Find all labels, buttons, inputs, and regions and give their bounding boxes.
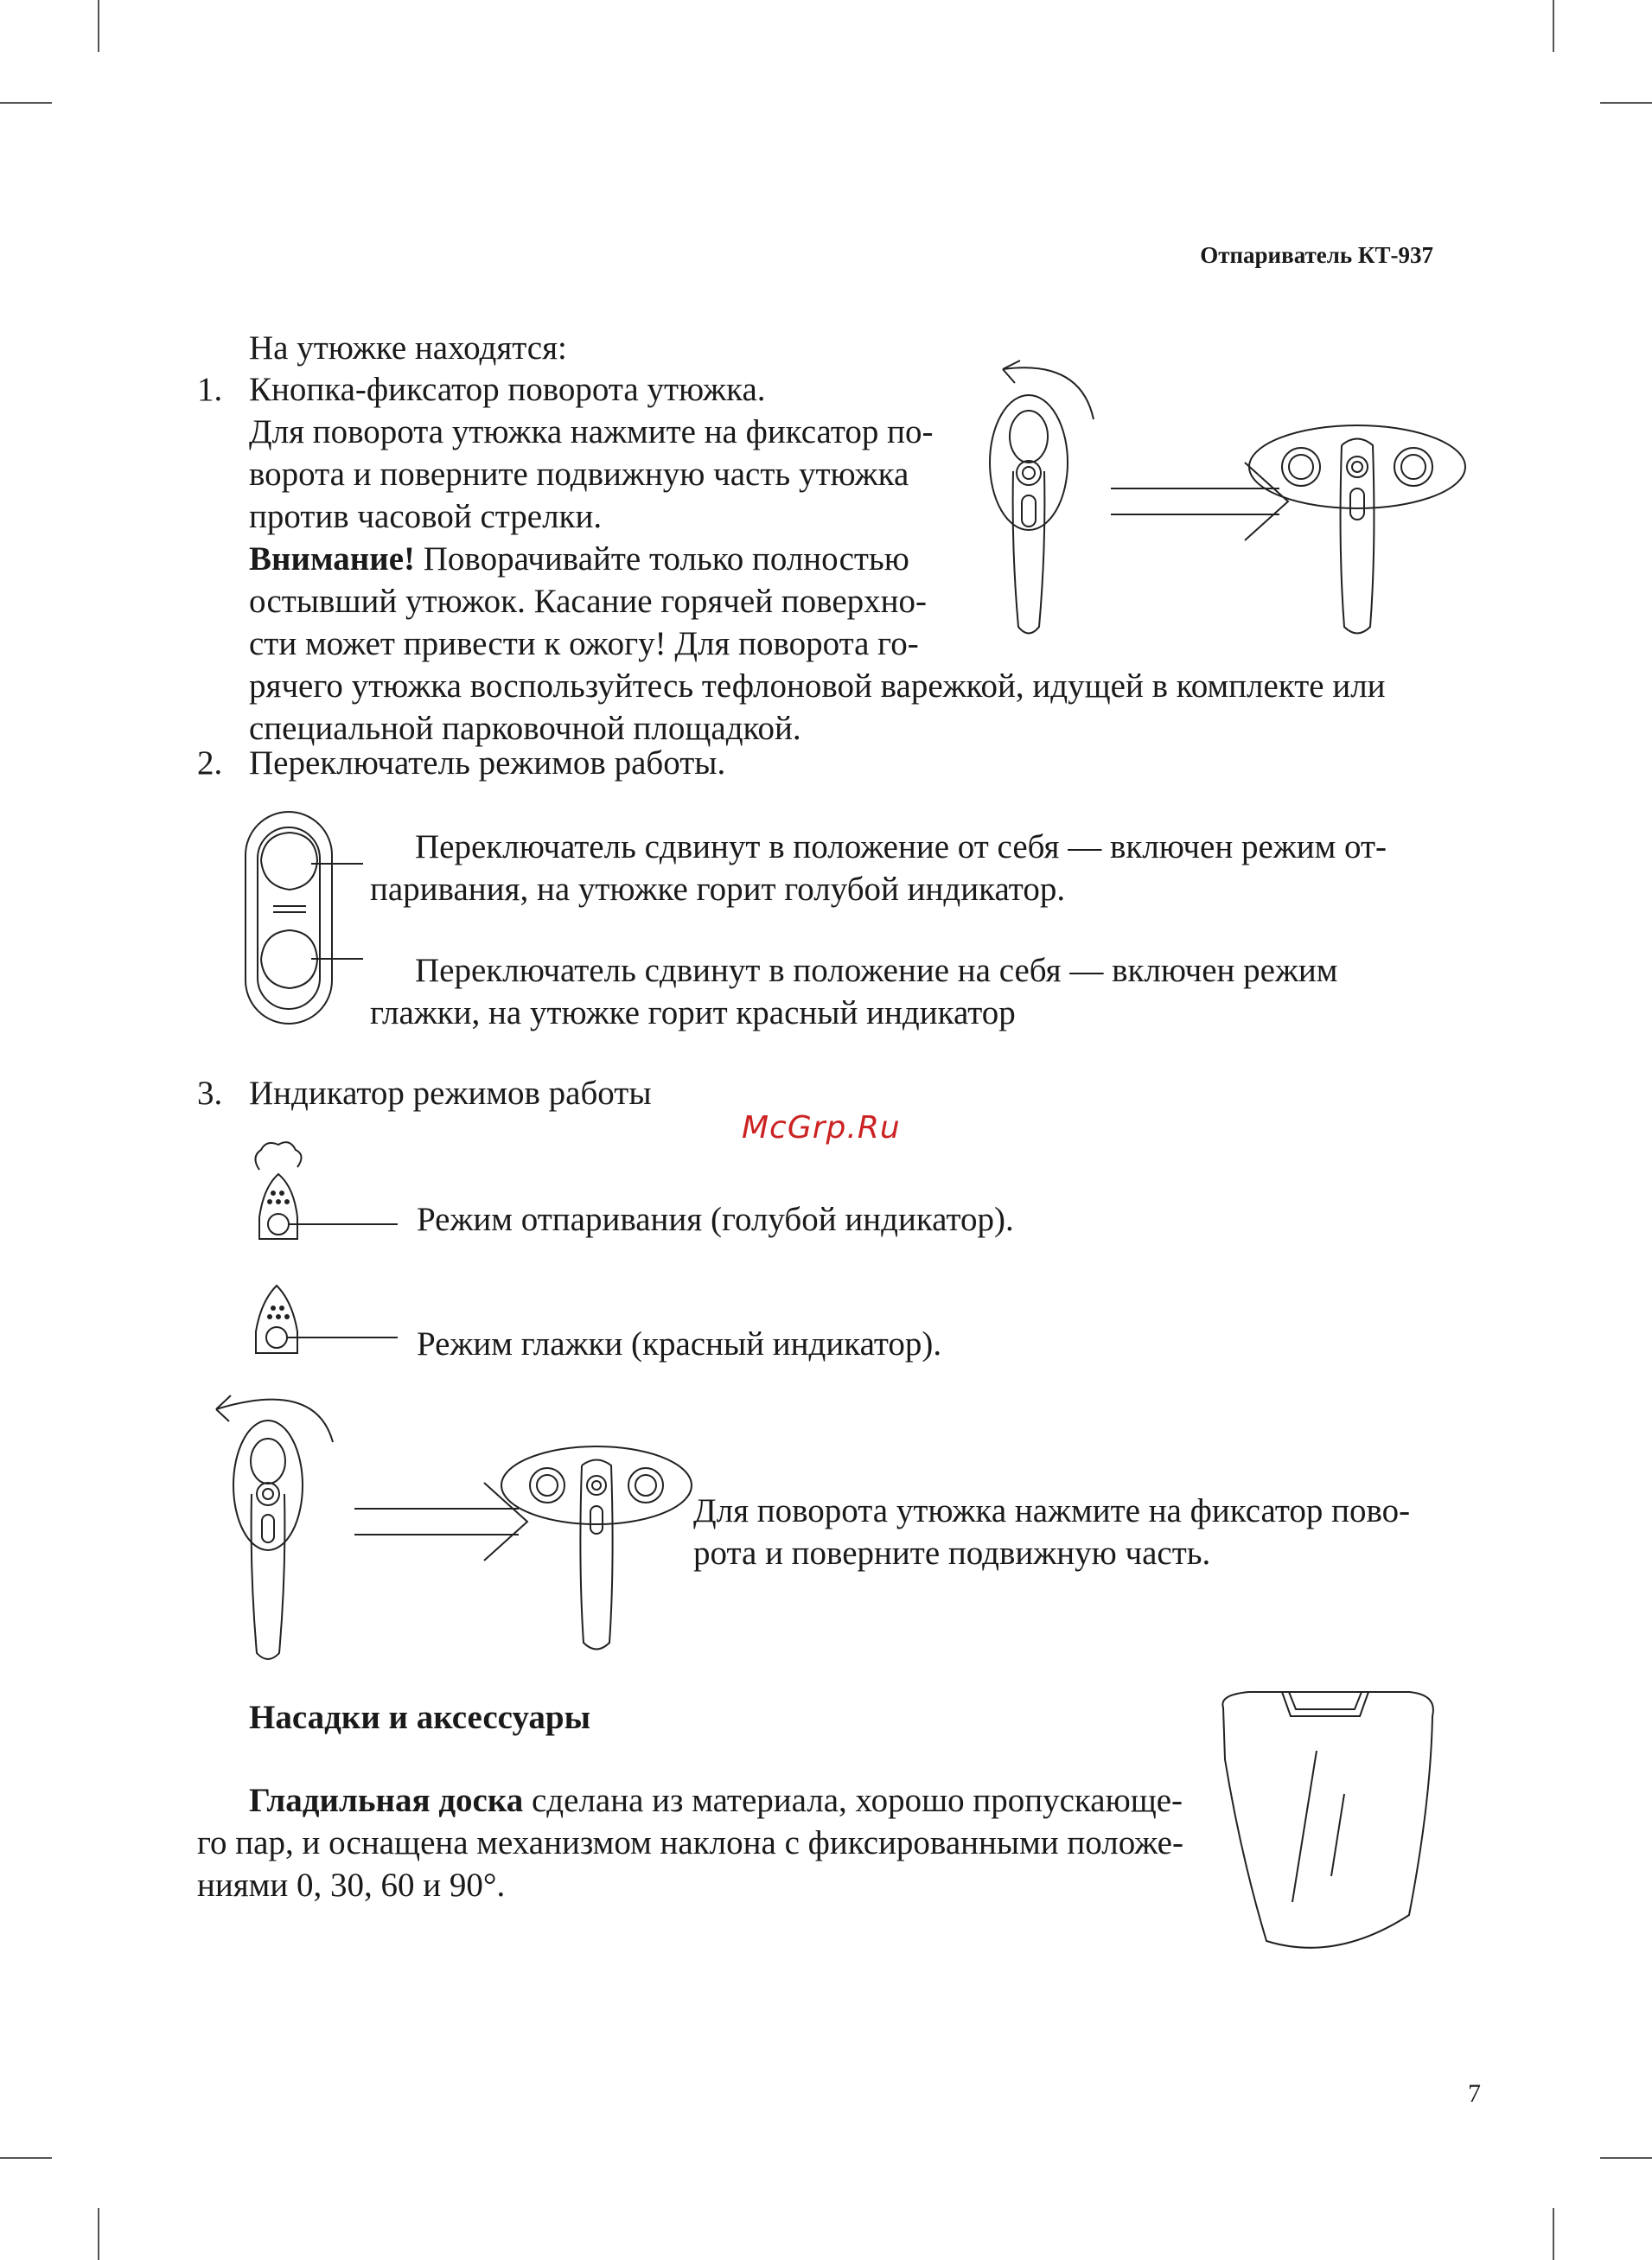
iron-mode-label: Режим глажки (красный индикатор). xyxy=(417,1325,942,1363)
intro-text: На утюжке находятся: xyxy=(249,329,567,367)
crop-mark xyxy=(0,2157,52,2159)
board-text: ниями 0, 30, 60 и 90°. xyxy=(197,1867,506,1904)
warning-text: специальной парковочной площадкой. xyxy=(249,710,801,747)
ironing-board-illustration xyxy=(1215,1682,1444,1967)
mode-switch-illustration xyxy=(242,808,372,1029)
section-heading: Насадки и аксессуары xyxy=(249,1699,591,1736)
crop-mark xyxy=(1553,0,1554,52)
crop-mark xyxy=(1600,2157,1652,2159)
iron-rotation-illustration-2 xyxy=(195,1383,679,1660)
switch-steam-text: паривания, на утюжке горит голубой индикатор. xyxy=(370,871,1066,908)
item1-text: ворота и поверните подвижную часть утюжка xyxy=(249,456,909,493)
item1-title: Кнопка-фиксатор поворота утюжка. xyxy=(249,371,766,408)
crop-mark xyxy=(0,102,52,104)
board-label: Гладильная доска xyxy=(249,1782,524,1819)
warning-text: Внимание! Поворачивайте только полностью xyxy=(249,540,909,578)
warning-text: рячего утюжка воспользуйтесь тефлоновой варежкой, идущей в комплекте или xyxy=(249,667,1386,705)
iron-mode-icon xyxy=(242,1275,406,1362)
crop-mark xyxy=(98,2208,99,2260)
item1-text: Для поворота утюжка нажмите на фиксатор по- xyxy=(249,413,934,450)
warning-label: Внимание! xyxy=(249,540,415,578)
running-header: Отпариватель КТ-937 xyxy=(1200,242,1433,268)
steam-mode-label: Режим отпаривания (голубой индикатор). xyxy=(417,1201,1014,1238)
board-text: Гладильная доска сделана из материала, хорошо пропускающе- xyxy=(249,1782,1183,1819)
item-number: 2. xyxy=(197,744,223,782)
switch-iron-text: Переключатель сдвинут в положение на себя — включен режим xyxy=(415,952,1338,989)
crop-mark xyxy=(1600,102,1652,104)
switch-iron-text: глажки, на утюжке горит красный индикатор xyxy=(370,994,1016,1031)
item-number: 1. xyxy=(197,371,223,408)
board-text: го пар, и оснащена механизмом наклона с фиксированными положе- xyxy=(197,1824,1183,1861)
crop-mark xyxy=(1553,2208,1554,2260)
rotate-caption: рота и поверните подвижную часть. xyxy=(693,1535,1211,1572)
item-number: 3. xyxy=(197,1075,223,1112)
item2-title: Переключатель режимов работы. xyxy=(249,744,726,782)
iron-rotation-illustration xyxy=(951,350,1496,640)
crop-mark xyxy=(98,0,99,52)
switch-steam-text: Переключатель сдвинут в положение от себя — включен режим от- xyxy=(415,828,1387,865)
warning-text: сти может привести к ожогу! Для поворота го- xyxy=(249,625,919,662)
item3-title: Индикатор режимов работы xyxy=(249,1075,652,1112)
warning-text: остывший утюжок. Касание горячей поверхно- xyxy=(249,583,928,620)
rotate-caption: Для поворота утюжка нажмите на фиксатор пово- xyxy=(693,1492,1411,1529)
steam-mode-icon xyxy=(242,1140,406,1243)
watermark: McGrp.Ru xyxy=(742,1110,901,1146)
page-number: 7 xyxy=(1468,2079,1481,2108)
item1-text: против часовой стрелки. xyxy=(249,498,603,535)
